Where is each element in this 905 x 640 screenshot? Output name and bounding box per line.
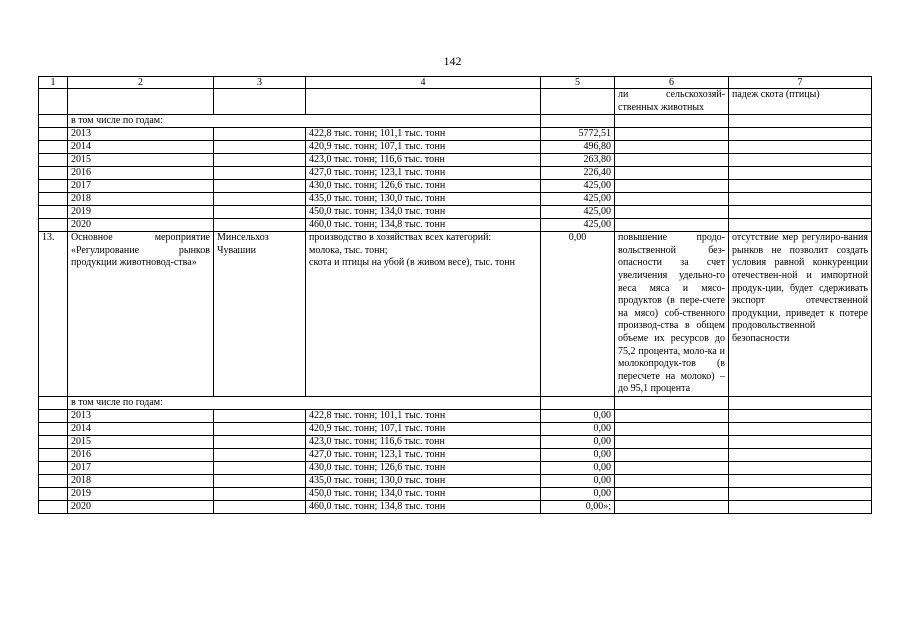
- year-row: [39, 409, 872, 422]
- indicator-line: молока, тыс. тонн;: [309, 244, 388, 256]
- row-spacer: [214, 461, 306, 474]
- row-spacer: [615, 461, 729, 474]
- row-spacer: [39, 435, 68, 448]
- group2-years: [39, 409, 872, 513]
- amount-cell: 0,00: [541, 409, 615, 422]
- production-cell: 430,0 тыс. тонн; 126,6 тыс. тонн: [306, 461, 541, 474]
- row-spacer: [615, 154, 729, 167]
- years-label: в том числе по годам:: [68, 396, 541, 409]
- column-number-row: [39, 77, 872, 89]
- year-row: [39, 422, 872, 435]
- row-spacer: [729, 448, 872, 461]
- row-spacer: [214, 435, 306, 448]
- year-cell: 2020: [68, 500, 214, 513]
- year-cell: 2017: [68, 461, 214, 474]
- year-row: [39, 461, 872, 474]
- row-spacer: [729, 461, 872, 474]
- years-label-row: [39, 396, 872, 409]
- amount-cell: 425,00: [541, 206, 615, 219]
- row-spacer: [615, 206, 729, 219]
- production-cell: 422,8 тыс. тонн; 101,1 тыс. тонн: [306, 409, 541, 422]
- row-spacer: [214, 180, 306, 193]
- amount-cell: 425,00: [541, 193, 615, 206]
- year-cell: 2016: [68, 448, 214, 461]
- row-spacer: [729, 422, 872, 435]
- year-row: [39, 448, 872, 461]
- row-spacer: [729, 193, 872, 206]
- year-row: [39, 193, 872, 206]
- row-spacer: [729, 206, 872, 219]
- amount-cell: 0,00»;: [541, 500, 615, 513]
- production-cell: 427,0 тыс. тонн; 123,1 тыс. тонн: [306, 167, 541, 180]
- amount-cell: 0,00: [541, 448, 615, 461]
- row-spacer: [729, 154, 872, 167]
- consequences-continuation: падеж скота (птицы): [729, 89, 872, 115]
- year-cell: 2014: [68, 141, 214, 154]
- row-spacer: [729, 180, 872, 193]
- row-spacer: [214, 128, 306, 141]
- column-number: 6: [615, 77, 729, 89]
- row-spacer: [615, 128, 729, 141]
- row-spacer: [39, 448, 68, 461]
- year-cell: 2018: [68, 474, 214, 487]
- row-spacer: [214, 154, 306, 167]
- years-label-row: [39, 115, 872, 128]
- row-spacer: [729, 128, 872, 141]
- row-spacer: [39, 128, 68, 141]
- amount-cell: 496,80: [541, 141, 615, 154]
- column-number: 1: [39, 77, 68, 89]
- year-cell: 2015: [68, 435, 214, 448]
- year-cell: 2016: [68, 167, 214, 180]
- expected-result-continuation: ли сельскохозяй-ственных животных: [615, 89, 729, 115]
- year-cell: 2015: [68, 154, 214, 167]
- row-spacer: [615, 422, 729, 435]
- row-spacer: [214, 487, 306, 500]
- row-spacer: [615, 487, 729, 500]
- row-spacer: [39, 141, 68, 154]
- year-row: [39, 180, 872, 193]
- row-spacer: [615, 167, 729, 180]
- item-consequences: отсутствие мер регулиро-вания рынков не позволит создать условия равной конкуренции отечествен-ной и импортной продук-ции, будет сдерживать экспорт отечественной продукции, приведет к потере продовольственной безопасности: [729, 232, 872, 397]
- row-spacer: [214, 500, 306, 513]
- amount-cell: 0,00: [541, 487, 615, 500]
- row-spacer: [39, 219, 68, 232]
- program-table: [38, 76, 872, 514]
- row-spacer: [729, 435, 872, 448]
- row-spacer: [214, 474, 306, 487]
- column-number: 5: [541, 77, 615, 89]
- year-cell: 2013: [68, 409, 214, 422]
- production-cell: 423,0 тыс. тонн; 116,6 тыс. тонн: [306, 435, 541, 448]
- column-number: 3: [214, 77, 306, 89]
- production-cell: 430,0 тыс. тонн; 126,6 тыс. тонн: [306, 180, 541, 193]
- year-row: [39, 154, 872, 167]
- production-cell: 435,0 тыс. тонн; 130,0 тыс. тонн: [306, 474, 541, 487]
- row-spacer: [214, 167, 306, 180]
- row-spacer: [615, 435, 729, 448]
- row-spacer: [39, 193, 68, 206]
- row-spacer: [214, 219, 306, 232]
- row-spacer: [615, 141, 729, 154]
- amount-cell: 425,00: [541, 180, 615, 193]
- row-spacer: [39, 461, 68, 474]
- production-cell: 450,0 тыс. тонн; 134,0 тыс. тонн: [306, 487, 541, 500]
- year-row: [39, 487, 872, 500]
- row-spacer: [39, 474, 68, 487]
- row-spacer: [729, 219, 872, 232]
- row-spacer: [214, 448, 306, 461]
- row-spacer: [729, 167, 872, 180]
- row-spacer: [615, 409, 729, 422]
- row-spacer: [615, 474, 729, 487]
- amount-cell: 263,80: [541, 154, 615, 167]
- year-cell: 2017: [68, 180, 214, 193]
- item-executor: Минсельхоз Чувашии: [214, 232, 306, 397]
- row-spacer: [39, 206, 68, 219]
- item-name: Основное мероприятие «Регулирование рынков продукции животновод-ства»: [68, 232, 214, 397]
- year-row: [39, 128, 872, 141]
- year-row: [39, 206, 872, 219]
- production-cell: 450,0 тыс. тонн; 134,0 тыс. тонн: [306, 206, 541, 219]
- production-cell: 420,9 тыс. тонн; 107,1 тыс. тонн: [306, 141, 541, 154]
- column-number: 7: [729, 77, 872, 89]
- year-cell: 2018: [68, 193, 214, 206]
- production-cell: 420,9 тыс. тонн; 107,1 тыс. тонн: [306, 422, 541, 435]
- column-number: 4: [306, 77, 541, 89]
- item-number: 13.: [39, 232, 68, 397]
- year-row: [39, 219, 872, 232]
- row-spacer: [615, 500, 729, 513]
- column-number: 2: [68, 77, 214, 89]
- row-spacer: [729, 500, 872, 513]
- year-row: [39, 141, 872, 154]
- production-cell: 422,8 тыс. тонн; 101,1 тыс. тонн: [306, 128, 541, 141]
- production-cell: 460,0 тыс. тонн; 134,8 тыс. тонн: [306, 500, 541, 513]
- row-spacer: [214, 193, 306, 206]
- amount-cell: 5772,51: [541, 128, 615, 141]
- year-row: [39, 500, 872, 513]
- page-number: 142: [443, 54, 462, 68]
- row-spacer: [615, 448, 729, 461]
- year-row: [39, 435, 872, 448]
- production-cell: 435,0 тыс. тонн; 130,0 тыс. тонн: [306, 193, 541, 206]
- year-cell: 2014: [68, 422, 214, 435]
- item-expected-result: повышение продо-вольственной без-опасности за счет увеличения удельно-го веса мяса и мясо-продуктов (в пере-счете на мясо) соб-ственного производ-ства в общем объеме их ресурсов до 75,2 процента, моло-ка и молокопродук-тов (в пересчете на молоко) – до 95,1 процента: [615, 232, 729, 397]
- row-spacer: [39, 180, 68, 193]
- row-spacer: [615, 180, 729, 193]
- row-spacer: [615, 193, 729, 206]
- year-row: [39, 167, 872, 180]
- row-spacer: [729, 487, 872, 500]
- amount-cell: 226,40: [541, 167, 615, 180]
- row-spacer: [729, 141, 872, 154]
- indicator-line: производство в хозяйствах всех категорий:: [309, 232, 492, 244]
- row-spacer: [39, 409, 68, 422]
- row-spacer: [39, 167, 68, 180]
- year-cell: 2013: [68, 128, 214, 141]
- row-spacer: [729, 409, 872, 422]
- continuation-row: [39, 89, 872, 115]
- row-spacer: [39, 487, 68, 500]
- row-spacer: [39, 500, 68, 513]
- row-spacer: [214, 206, 306, 219]
- amount-cell: 0,00: [541, 422, 615, 435]
- row-spacer: [214, 409, 306, 422]
- row-spacer: [729, 474, 872, 487]
- years-label: в том числе по годам:: [68, 115, 541, 128]
- production-cell: 423,0 тыс. тонн; 116,6 тыс. тонн: [306, 154, 541, 167]
- year-cell: 2019: [68, 206, 214, 219]
- year-cell: 2019: [68, 487, 214, 500]
- amount-cell: 0,00: [541, 474, 615, 487]
- year-row: [39, 474, 872, 487]
- year-cell: 2020: [68, 219, 214, 232]
- item-13-row: [39, 232, 872, 397]
- row-spacer: [615, 219, 729, 232]
- production-cell: 460,0 тыс. тонн; 134,8 тыс. тонн: [306, 219, 541, 232]
- group1-years: [39, 128, 872, 232]
- row-spacer: [214, 422, 306, 435]
- amount-cell: 0,00: [541, 435, 615, 448]
- amount-cell: 425,00: [541, 219, 615, 232]
- item-indicator: [306, 232, 541, 397]
- row-spacer: [39, 154, 68, 167]
- item-amount: 0,00: [541, 232, 615, 397]
- row-spacer: [214, 141, 306, 154]
- row-spacer: [39, 422, 68, 435]
- production-cell: 427,0 тыс. тонн; 123,1 тыс. тонн: [306, 448, 541, 461]
- indicator-line: скота и птицы на убой (в живом весе), тыс. тонн: [309, 257, 515, 269]
- amount-cell: 0,00: [541, 461, 615, 474]
